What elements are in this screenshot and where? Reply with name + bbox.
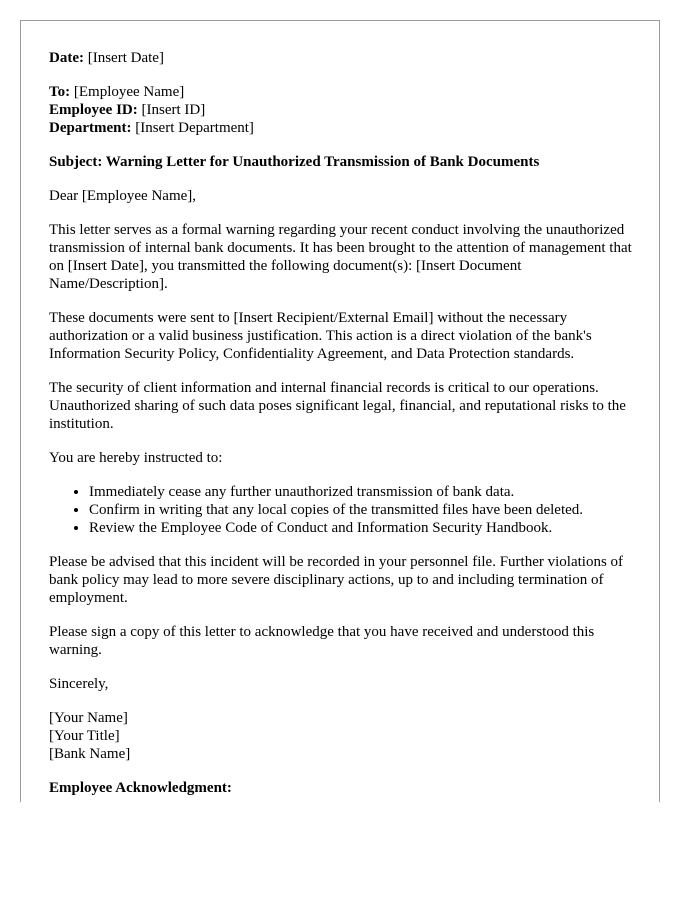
acknowledgment-heading — [49, 779, 639, 797]
department-value: [Insert Department] — [135, 120, 254, 136]
to-label: To: — [49, 84, 71, 100]
employee-id-line — [49, 101, 639, 119]
date-value: [Insert Date] — [87, 50, 164, 66]
paragraph-violation: These documents were sent to [Insert Recipient/External Email] without the necessary authorization or a valid business justification. This action is a direct violation of the bank's Information Security Policy, Confidentiality Agreement, and Data Protection standards. — [49, 310, 592, 362]
list-item: • Confirm in writing that any local copies of the transmitted files have been deleted. — [89, 501, 639, 519]
salutation: Dear [Employee Name], — [49, 188, 197, 204]
subject-line — [49, 153, 639, 171]
signature-title: [Your Title] — [49, 728, 120, 744]
list-item: • Review the Employee Code of Conduct and Information Security Handbook. — [89, 519, 639, 537]
department-label: Department: — [49, 120, 132, 136]
paragraph-sign-request: Please sign a copy of this letter to acknowledge that you have received and understood this warning. — [49, 624, 595, 658]
instructions-list — [49, 483, 639, 537]
letter-content — [49, 49, 639, 813]
employee-id-value: [Insert ID] — [141, 102, 206, 118]
paragraph-security: The security of client information and internal financial records is critical to our operations. Unauthorized sharing of such data poses significant legal, financial, and reputational risks to the institution. — [49, 380, 626, 432]
employee-id-label: Employee ID: — [49, 102, 138, 118]
signature-bank: [Bank Name] — [49, 746, 131, 762]
to-line — [49, 83, 639, 101]
paragraph-warning: This letter serves as a formal warning regarding your recent conduct involving the unauthorized transmission of internal bank documents. It has been brought to the attention of management that on [Insert Date], you transmitted the following document(s): [Insert Document Name/Description]. — [49, 222, 632, 292]
list-item: • Immediately cease any further unauthorized transmission of bank data. — [89, 483, 639, 501]
subject-text: Subject: Warning Letter for Unauthorized Transmission of Bank Documents — [49, 154, 540, 170]
signoff: Sincerely, — [49, 676, 109, 692]
letter-page — [20, 20, 660, 802]
date-label: Date: — [49, 50, 84, 66]
signature-block — [49, 709, 639, 763]
date-line — [49, 49, 639, 67]
paragraph-record: Please be advised that this incident will be recorded in your personnel file. Further violations of bank policy may lead to more severe disciplinary actions, up to and including termination of employment. — [49, 554, 624, 606]
to-value: [Employee Name] — [73, 84, 185, 100]
signature-name: [Your Name] — [49, 710, 128, 726]
recipient-block — [49, 83, 639, 137]
department-line — [49, 119, 639, 137]
acknowledgment-heading-text: Employee Acknowledgment: — [49, 780, 232, 796]
paragraph-instructions-intro: You are hereby instructed to: — [49, 450, 223, 466]
